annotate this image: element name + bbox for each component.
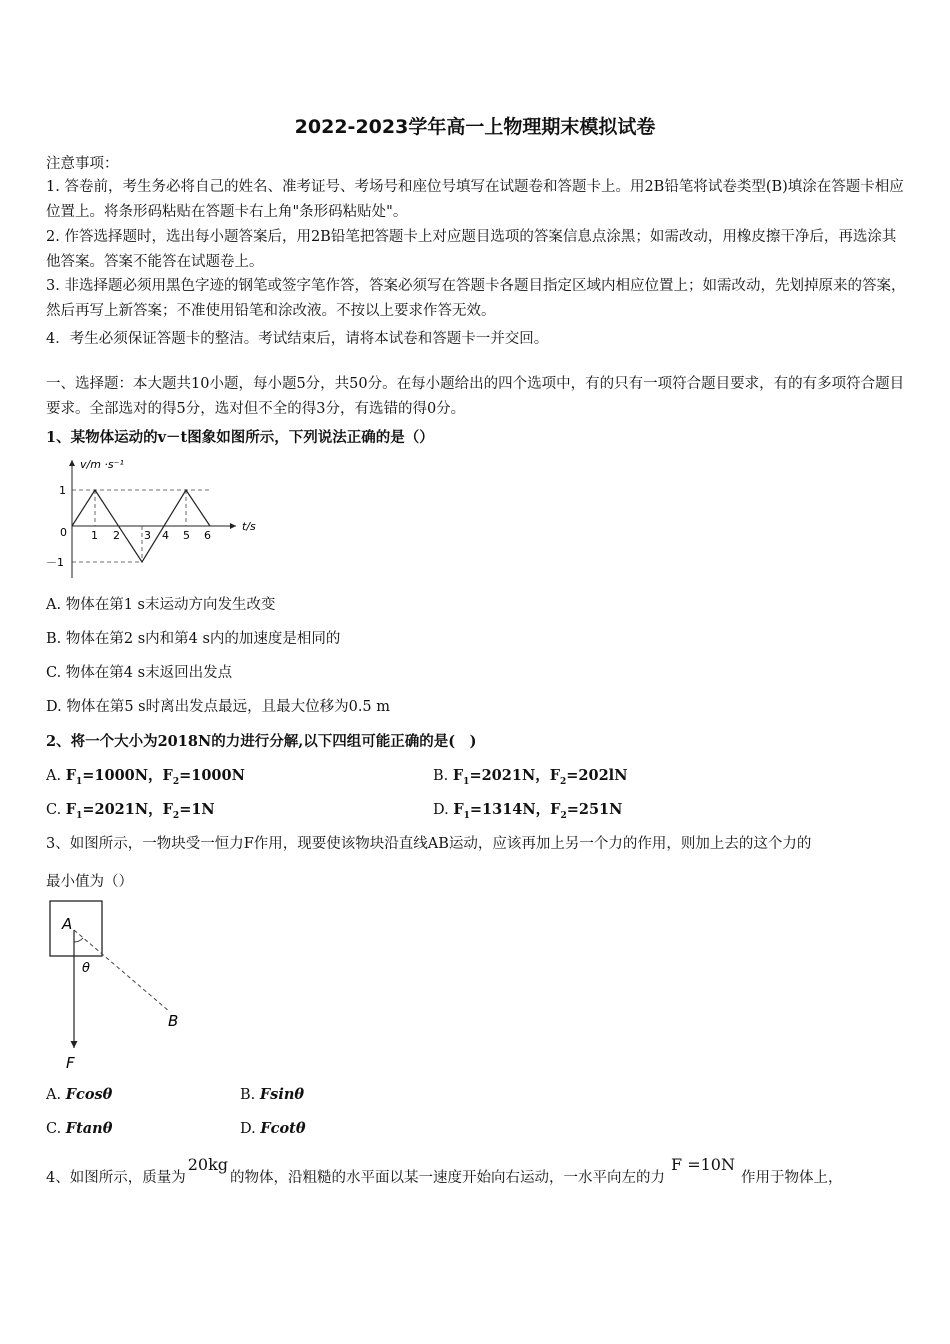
page-title: 2022-2023学年高一上物理期末模拟试卷 <box>294 116 656 138</box>
y-tick-1: 1 <box>59 484 66 497</box>
x-tick-3: 3 <box>144 529 151 542</box>
question-2-option-c: C. $F_1=2021N$，$F_2=1N$ <box>46 801 215 821</box>
label-theta: θ <box>82 961 90 976</box>
x-axis-label: t/s <box>242 520 256 533</box>
label-b: B <box>168 1012 179 1030</box>
x-tick-6: 6 <box>204 529 211 542</box>
vt-graph <box>46 452 276 584</box>
y-tick-neg1: －1 <box>46 556 64 569</box>
notice-item-3: 3. 非选择题必须用黑色字迹的钢笔或签字笔作答，答案必须写在答题卡各题目指定区域内相应位置上；如需改动，先划掉原来的答案，然后再写上新答案；不准使用铅笔和涂改液。不按以上要求作答无效。 <box>46 278 906 319</box>
notice-item-1: 1. 答卷前，考生务必将自己的姓名、准考证号、考场号和座位号填写在试题卷和答题卡上。用2B铅笔将试卷类型(B)填涂在答题卡相应位置上。将条形码粘贴在答题卡右上角"条形码粘贴处"。 <box>46 179 904 220</box>
question-3-stem-line-1: 3、如图所示，一物块受一恒力F作用，现要使该物块沿直线AB运动，应该再加上另一个力的作用，则加上去的这个力的 <box>46 836 812 852</box>
question-3-stem-line-2: 最小值为（） <box>46 874 133 890</box>
question-2-stem: 2、将一个大小为2018N的力进行分解,以下四组可能正确的是( ) <box>46 733 477 750</box>
question-1-option-c: C. 物体在第4 s末返回出发点 <box>46 665 233 681</box>
block <box>50 901 102 956</box>
force-value: F =10N <box>671 1155 735 1174</box>
origin-label: 0 <box>60 526 67 539</box>
y-axis-label: v/m ·s⁻¹ <box>80 458 124 471</box>
notice-item-2: 2. 作答选择题时，选出每小题答案后，用2B铅笔把答题卡上对应题目选项的答案信息点涂黑；如需改动，用橡皮擦干净后，再选涂其他答案。答案不能答在试题卷上。 <box>46 229 897 270</box>
question-2-option-b: B. $F_1=2021N$，$F_2=202lN$ <box>433 767 628 787</box>
question-1-option-b: B. 物体在第2 s内和第4 s内的加速度是相同的 <box>46 631 341 647</box>
section-heading: 一、选择题：本大题共10小题，每小题5分，共50分。在每小题给出的四个选项中，有的只有一项符合题目要求，有的有多项符合题目要求。全部选对的得5分，选对但不全的得3分，有选错的得0分。 <box>46 376 905 417</box>
label-a: A <box>62 915 73 933</box>
notice-heading: 注意事项： <box>46 156 119 172</box>
notice-item-4: 4．考生必须保证答题卡的整洁。考试结束后，请将本试卷和答题卡一并交回。 <box>46 331 549 347</box>
x-tick-5: 5 <box>183 529 190 542</box>
x-tick-4: 4 <box>162 529 169 542</box>
force-diagram <box>46 898 196 1076</box>
question-3-option-d: D. Fcotθ <box>240 1120 306 1137</box>
mass-value: 20kg <box>187 1155 229 1174</box>
question-3-option-b: B. Fsinθ <box>240 1086 305 1103</box>
question-3-option-a: A. Fcosθ <box>46 1086 113 1103</box>
x-tick-2: 2 <box>113 529 120 542</box>
question-1-option-a: A. 物体在第1 s末运动方向发生改变 <box>46 597 276 613</box>
question-3-option-c: C. Ftanθ <box>46 1120 113 1137</box>
question-1-stem: 1、某物体运动的v－t图象如图所示，下列说法正确的是（） <box>46 429 434 446</box>
question-2-option-d: D. $F_1=1314N$，$F_2=251N$ <box>433 801 623 821</box>
label-f: F <box>66 1054 75 1072</box>
question-4-stem: 4、如图所示，质量为20kg的物体，沿粗糙的水平面以某一速度开始向右运动，一水平向左的力F =10N作用于物体上， <box>46 1155 843 1186</box>
question-2-option-a: A. $F_1=1000N$，$F_2=1000N$ <box>46 767 245 787</box>
question-1-option-d: D. 物体在第5 s时离出发点最远，且最大位移为0.5 m <box>46 699 391 715</box>
x-tick-1: 1 <box>91 529 98 542</box>
